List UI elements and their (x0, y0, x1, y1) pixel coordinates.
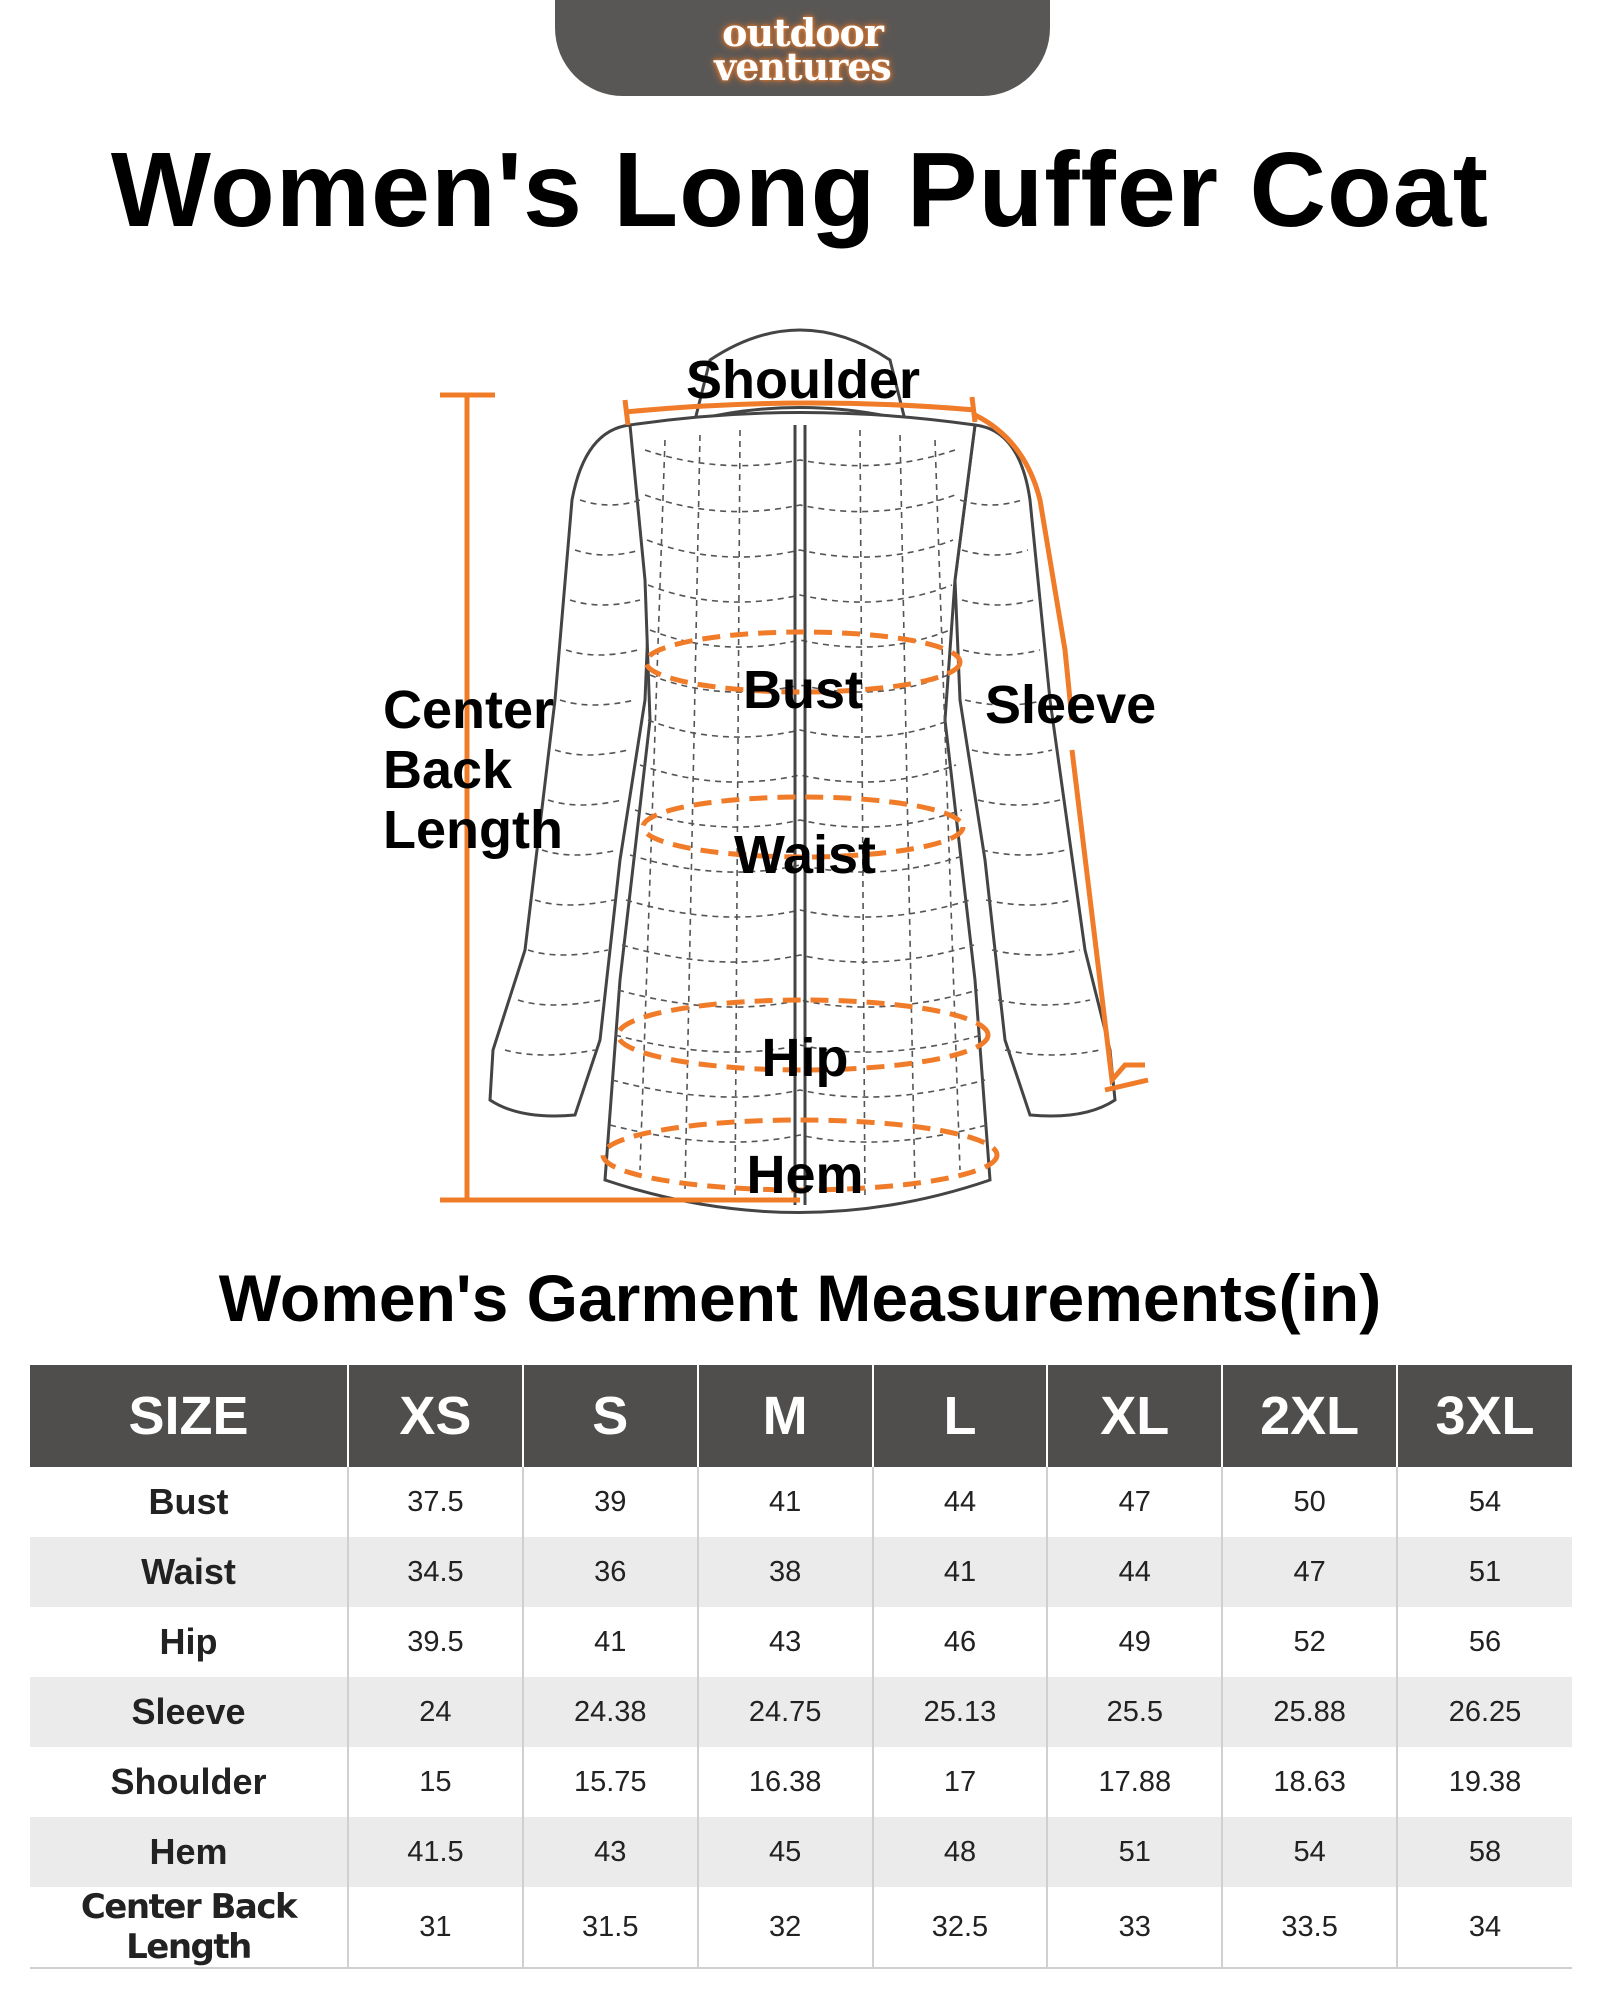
table-cell: 41 (873, 1537, 1048, 1607)
table-cell: 46 (873, 1607, 1048, 1677)
header-cell: S (523, 1365, 698, 1467)
table-cell: 18.63 (1222, 1747, 1397, 1817)
table-cell: 54 (1397, 1467, 1572, 1537)
brand-logo-line-1: outdoor (722, 10, 883, 55)
table-cell: 58 (1397, 1817, 1572, 1887)
table-row (30, 1607, 1572, 1677)
table-cell: 44 (873, 1467, 1048, 1537)
header-cell: L (873, 1365, 1048, 1467)
sleeve-label: Sleeve (985, 675, 1157, 735)
header-cell: 2XL (1222, 1365, 1397, 1467)
coat-body-shape (605, 413, 990, 1213)
shoulder-label: Shoulder (685, 350, 921, 410)
table-row (30, 1467, 1572, 1537)
header-cell: XS (348, 1365, 523, 1467)
table-cell: 45 (698, 1817, 873, 1887)
hem-label: Hem (746, 1145, 864, 1205)
table-cell: 49 (1047, 1607, 1222, 1677)
header-cell: M (698, 1365, 873, 1467)
table-cell: 51 (1397, 1537, 1572, 1607)
table-cell: 33.5 (1222, 1887, 1397, 1968)
table-title: Women's Garment Measurements(in) (218, 1261, 1382, 1335)
table-cell: 56 (1397, 1607, 1572, 1677)
coat-illustration (0, 300, 1600, 1230)
row-label: Hip (30, 1607, 348, 1677)
table-cell: 32 (698, 1887, 873, 1968)
table-cell: 15.75 (523, 1747, 698, 1817)
table-cell: 31 (348, 1887, 523, 1968)
hip-label: Hip (761, 1028, 849, 1088)
table-cell: 36 (523, 1537, 698, 1607)
center-back-length-label-line-1: Center (383, 680, 555, 740)
table-cell: 39.5 (348, 1607, 523, 1677)
table-cell: 24.75 (698, 1677, 873, 1747)
table-cell: 43 (698, 1607, 873, 1677)
header-cell: SIZE (30, 1365, 348, 1467)
coat-diagram (0, 300, 1600, 1230)
table-cell: 47 (1222, 1537, 1397, 1607)
table-row (30, 1887, 1572, 1968)
table-cell: 33 (1047, 1887, 1222, 1968)
table-cell: 16.38 (698, 1747, 873, 1817)
table-cell: 26.25 (1397, 1677, 1572, 1747)
row-label: Center Back Length (30, 1887, 348, 1968)
table-cell: 37.5 (348, 1467, 523, 1537)
row-label: Bust (30, 1467, 348, 1537)
table-cell: 48 (873, 1817, 1048, 1887)
table-row (30, 1747, 1572, 1817)
row-label: Hem (30, 1817, 348, 1887)
brand-logo (555, 0, 1050, 96)
table-cell: 24.38 (523, 1677, 698, 1747)
right-sleeve-shape (955, 425, 1115, 1116)
table-cell: 31.5 (523, 1887, 698, 1968)
size-table (30, 1365, 1572, 1969)
brand-logo-line-2: ventures (714, 44, 891, 89)
table-cell: 47 (1047, 1467, 1222, 1537)
table-cell: 43 (523, 1817, 698, 1887)
table-cell: 25.88 (1222, 1677, 1397, 1747)
table-cell: 50 (1222, 1467, 1397, 1537)
row-label: Shoulder (30, 1747, 348, 1817)
table-cell: 25.5 (1047, 1677, 1222, 1747)
table-cell: 34 (1397, 1887, 1572, 1968)
table-cell: 39 (523, 1467, 698, 1537)
table-cell: 44 (1047, 1537, 1222, 1607)
table-row (30, 1537, 1572, 1607)
table-header-row (30, 1365, 1572, 1467)
header-cell: 3XL (1397, 1365, 1572, 1467)
table-cell: 32.5 (873, 1887, 1048, 1968)
table-cell: 24 (348, 1677, 523, 1747)
row-label: Waist (30, 1537, 348, 1607)
table-cell: 19.38 (1397, 1747, 1572, 1817)
waist-label: Waist (733, 825, 877, 885)
center-back-length-label-line-3: Length (383, 800, 563, 860)
table-cell: 41 (523, 1607, 698, 1677)
table-cell: 15 (348, 1747, 523, 1817)
shoulder-marker-tick-right (972, 397, 975, 422)
page-title: Women's Long Puffer Coat (110, 131, 1490, 249)
row-label: Sleeve (30, 1677, 348, 1747)
center-back-length-label (383, 680, 563, 860)
table-cell: 17 (873, 1747, 1048, 1817)
table-cell: 34.5 (348, 1537, 523, 1607)
table-cell: 41 (698, 1467, 873, 1537)
table-cell: 52 (1222, 1607, 1397, 1677)
table-cell: 51 (1047, 1817, 1222, 1887)
bust-label: Bust (743, 660, 863, 720)
header-cell: XL (1047, 1365, 1222, 1467)
table-cell: 54 (1222, 1817, 1397, 1887)
shoulder-marker-tick-left (625, 400, 628, 425)
table-cell: 17.88 (1047, 1747, 1222, 1817)
table-row (30, 1677, 1572, 1747)
center-back-length-label-line-2: Back (383, 740, 513, 800)
table-cell: 38 (698, 1537, 873, 1607)
table-row (30, 1817, 1572, 1887)
table-cell: 25.13 (873, 1677, 1048, 1747)
table-cell: 41.5 (348, 1817, 523, 1887)
